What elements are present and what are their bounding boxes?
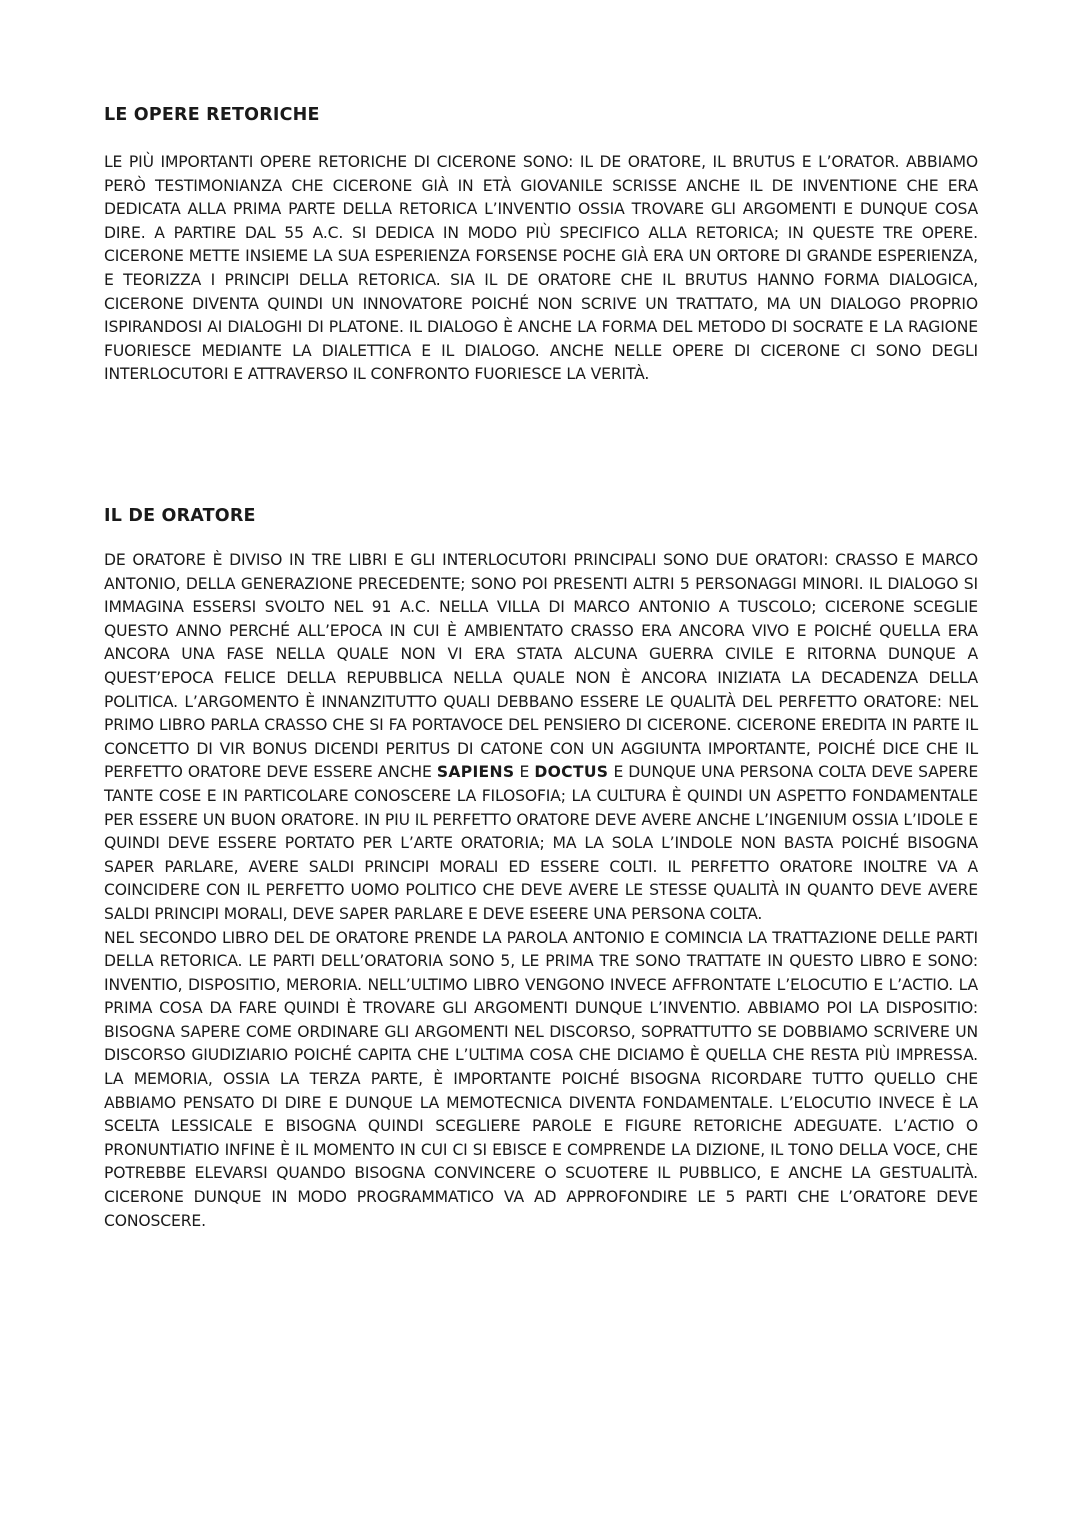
section-paragraph-de-oratore-2: NEL SECONDO LIBRO DEL DE ORATORE PRENDE LA PAROLA ANTONIO E COMINCIA LA TRATTAZIONE DELLE PARTI DELLA RETORICA. LE PARTI DELL’ORATORIA SONO 5, LE PRIMA TRE SONO TRATTATE IN QUESTO LIBRO E SONO: INVENTIO, DISPOSITIO, MERORIA. NELL’ULTIMO LIBRO VENGONO INVECE AFFRONTATE L’ELOCUTIO E L’ACTIO. LA PRIMA COSA DA FARE QUINDI È TROVARE GLI ARGOMENTI DUNQUE L’INVENTIO. ABBIAMO POI LA DISPOSITIO: BISOGNA SAPERE COME ORDINARE GLI ARGOMENTI NEL DISCORSO, SOPRATTUTTO SE DOBBIAMO SCRIVERE UN DISCORSO GIUDIZIARIO POICHÉ CAPITA CHE L’ULTIMA COSA CHE DICIAMO È QUELLA CHE RESTA PIÙ IMPRESSA. LA MEMORIA, OSSIA LA TERZA PARTE, È IMPORTANTE POICHÉ BISOGNA RICORDARE TUTTO QUELLO CHE ABBIAMO PENSATO DI DIRE E DUNQUE LA MEMOTECNICA DIVENTA FONDAMENTALE. L’ELOCUTIO INVECE È LA SCELTA LESSICALE E BISOGNA QUINDI SCEGLIERE PAROLE E FIGURE RETORICHE ADEGUATE. L’ACTIO O PRONUNTIATIO INFINE È IL MOMENTO IN CUI CI SI EBISCE E COMPRENDE LA DIZIONE, IL TONO DELLA VOCE, CHE POTREBBE ELEVARSI QUANDO BISOGNA CONVINCERE O SCUOTERE IL PUBBLICO, E ANCHE LA GESTUALITÀ. CICERONE DUNQUE IN MODO PROGRAMMATICO VA AD APPROFONDIRE LE 5 PARTI CHE L’ORATORE DEVE CONOSCERE. xyxy=(104,928,978,1230)
emphasis-sapiens: SAPIENS xyxy=(436,763,515,782)
paragraph-text: E DUNQUE UNA PERSONA COLTA DEVE SAPERE TANTE COSE E IN PARTICOLARE CONOSCERE LA FILOSOFIA; LA CULTURA È QUINDI UN ASPETTO FONDAMENTALE PER ESSERE UN BUON ORATORE. IN PIU IL PERFETTO ORATORE DEVE AVERE ANCHE L’INGENIUM OSSIA L’IDOLE E QUINDI DEVE ESSERE PORTATO PER L’ARTE ORATORIA; MA LA SOLA L’INDOLE NON BASTA POICHÉ BISOGNA SAPER PARLARE, AVERE SALDI PRINCIPI MORALI ED ESSERE COLTI. IL PERFETTO ORATORE INOLTRE VA A COINCIDERE CON IL PERFETTO UOMO POLITICO CHE DEVE AVERE LE STESSE QUALITÀ IN QUANTO DEVE AVERE SALDI PRINCIPI MORALI, DEVE SAPER PARLARE E DEVE ESEERE UNA PERSONA COLTA. xyxy=(104,763,979,923)
emphasis-doctus: DOCTUS xyxy=(534,763,609,782)
section-heading-opere-retoriche: LE OPERE RETORICHE xyxy=(104,105,320,125)
section-paragraph-opere-retoriche: LE PIÙ IMPORTANTI OPERE RETORICHE DI CICERONE SONO: IL DE ORATORE, IL BRUTUS E L’ORATOR. ABBIAMO PERÒ TESTIMONIANZA CHE CICERONE GIÀ IN ETÀ GIOVANILE SCRISSE ANCHE IL DE INVENTIONE CHE ERA DEDICATA ALLA PRIMA PARTE DELLA RETORICA L’INVENTIO OSSIA TROVARE GLI ARGOMENTI E DUNQUE COSA DIRE. A PARTIRE DAL 55 A.C. SI DEDICA IN MODO PIÙ SPECIFICO ALLA RETORICA; IN QUESTE TRE OPERE. CICERONE METTE INSIEME LA SUA ESPERIENZA FORSENSE POCHE GIÀ ERA UN ORTORE DI GRANDE ESPERIENZA, E TEORIZZA I PRINCIPI DELLA RETORICA. SIA IL DE ORATORE CHE IL BRUTUS HANNO FORMA DIALOGICA, CICERONE DIVENTA QUINDI UN INNOVATORE POICHÉ NON SCRIVE UN TRATTATO, MA UN DIALOGO PROPRIO ISPIRANDOSI AI DIALOGHI DI PLATONE. IL DIALOGO È ANCHE LA FORMA DEL METODO DI SOCRATE E LA RAGIONE FUORIESCE MEDIANTE LA DIALETTICA E IL DIALOGO. ANCHE NELLE OPERE DI CICERONE CI SONO DEGLI INTERLOCUTORI E ATTRAVERSO IL CONFRONTO FUORIESCE LA VERITÀ. xyxy=(104,153,978,384)
section-paragraph-de-oratore-1 xyxy=(104,549,978,927)
joiner-text: E xyxy=(519,763,530,782)
document-page xyxy=(104,104,979,1230)
paragraph-text: DE ORATORE È DIVISO IN TRE LIBRI E GLI INTERLOCUTORI PRINCIPALI SONO DUE ORATORI: CRASSO E MARCO ANTONIO, DELLA GENERAZIONE PRECEDENTE; SONO POI PRESENTI ALTRI 5 PERSONAGGI MINORI. IL DIALOGO SI IMMAGINA ESSERSI SVOLTO NEL 91 A.C. NELLA VILLA DI MARCO ANTONIO A TUSCOLO; CICERONE SCEGLIE QUESTO ANNO PERCHÉ ALL’EPOCA IN CUI È AMBIENTATO CRASSO ERA ANCORA VIVO E POICHÉ QUELLA ERA ANCORA UNA FASE NELLA QUALE NON VI ERA STATA ALCUNA GUERRA CIVILE E RITORNA DUNQUE A QUEST’EPOCA FELICE DELLA REPUBBLICA NELLA QUALE NON È ANCORA INIZIATA LA DECADENZA DELLA POLITICA. L’ARGOMENTO È INNANZITUTTO QUALI DEBBANO ESSERE LE QUALITÀ DEL PERFETTO ORATORE: NEL PRIMO LIBRO PARLA CRASSO CHE SI FA PORTAVOCE DEL PENSIERO DI CICERONE. CICERONE EREDITA IN PARTE IL CONCETTO DI VIR BONUS DICENDI PERITUS DI CATONE CON UN AGGIUNTA IMPORTANTE, POICHÉ DICE CHE IL PERFETTO ORATORE DEVE ESSERE ANCHE xyxy=(104,551,978,782)
section-heading-de-oratore: IL DE ORATORE xyxy=(104,506,256,526)
section-body-de-oratore xyxy=(104,549,978,1233)
